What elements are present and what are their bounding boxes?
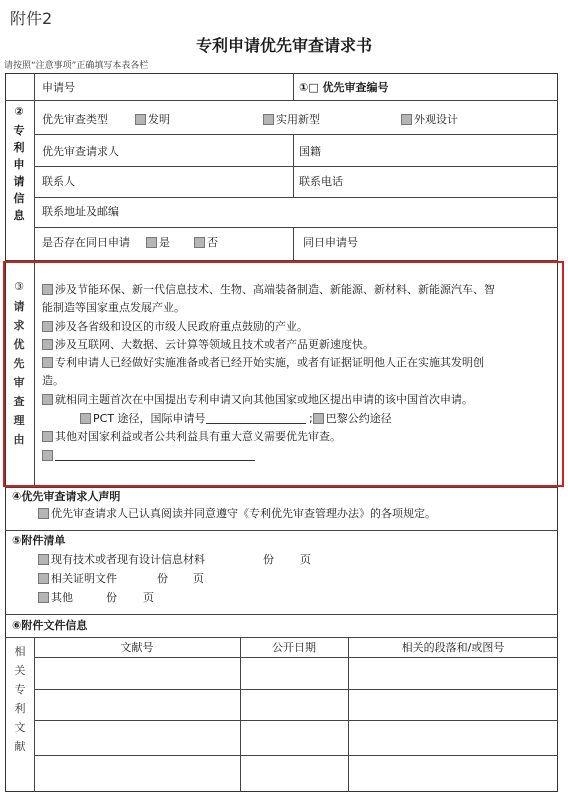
reason-5-checkbox[interactable] xyxy=(42,394,53,405)
requester-label: 优先审查请求人 xyxy=(42,145,119,158)
attachment-2-copies: 份 xyxy=(157,572,168,585)
section6-title: ⑥附件文件信息 xyxy=(12,619,88,632)
reason-4-checkbox[interactable] xyxy=(42,357,53,368)
reason-3-checkbox[interactable] xyxy=(42,339,53,350)
attachment-item-3[interactable]: 其他 xyxy=(38,591,73,605)
attachment-2-checkbox[interactable] xyxy=(38,573,49,584)
type-design-option[interactable]: 外观设计 xyxy=(401,113,458,127)
section5-title: ⑤附件清单 xyxy=(12,534,66,547)
form-title: 专利申请优先审查请求书 xyxy=(195,36,372,55)
priority-review-number-label: ①□ 优先审查编号 xyxy=(299,81,389,94)
attachment-label: 附件2 xyxy=(10,9,53,28)
type-invention-option[interactable]: 发明 xyxy=(135,113,170,127)
same-day-no-checkbox[interactable] xyxy=(194,237,205,248)
type-utility-option[interactable]: 实用新型 xyxy=(263,113,320,127)
declaration-option[interactable]: 优先审查请求人已认真阅读并同意遵守《专利优先审查管理办法》的各项规定。 xyxy=(38,507,436,521)
reason-2-checkbox[interactable] xyxy=(42,321,53,332)
nationality-label: 国籍 xyxy=(299,145,321,158)
contact-label: 联系人 xyxy=(42,175,75,188)
utility-checkbox[interactable] xyxy=(263,114,274,125)
reason-1[interactable]: 涉及节能环保、新一代信息技术、生物、高端装备制造、新能源、新材料、新能源汽车、智 能制造等国家重点发展产业。 xyxy=(42,283,495,314)
attachment-1-copies: 份 xyxy=(263,553,274,566)
col-publication-date: 公开日期 xyxy=(272,641,316,654)
section2-vertical-label: 专 利 申 请 信 息 xyxy=(13,124,25,222)
attachment-1-checkbox[interactable] xyxy=(38,554,49,565)
section2-number: ② xyxy=(14,105,24,118)
attachment-item-2[interactable]: 相关证明文件 xyxy=(38,572,117,586)
declaration-checkbox[interactable] xyxy=(38,508,49,519)
address-label: 联系地址及邮编 xyxy=(42,205,119,218)
reason-6-checkbox[interactable] xyxy=(42,431,53,442)
same-day-yes-checkbox[interactable] xyxy=(146,237,157,248)
fill-instruction: 请按照“注意事项”正确填写本表各栏 xyxy=(4,61,149,71)
reason-2[interactable]: 涉及各省级和设区的市级人民政府重点鼓励的产业。 xyxy=(42,318,308,336)
attachment-2-pages: 页 xyxy=(193,572,204,585)
attachment-item-1[interactable]: 现有技术或者现有设计信息材料 xyxy=(38,553,205,567)
review-type-label: 优先审查类型 xyxy=(42,113,108,126)
design-checkbox[interactable] xyxy=(401,114,412,125)
intl-application-number-field[interactable] xyxy=(206,412,306,424)
reason-other[interactable] xyxy=(42,447,255,465)
section3-vertical-label: 请 求 优 先 审 查 理 由 xyxy=(13,300,25,446)
section3-number: ③ xyxy=(14,280,24,293)
invention-checkbox[interactable] xyxy=(135,114,146,125)
reason-6[interactable]: 其他对国家利益或者公共利益具有重大意义需要优先审查。 xyxy=(42,428,341,446)
section6-vertical-label: 相 关 专 利 文 献 xyxy=(14,645,26,753)
reason-4[interactable]: 专利申请人已经做好实施准备或者已经开始实施，或者有证据证明他人正在实施其发明创 造。 xyxy=(42,356,484,387)
attachment-3-copies: 份 xyxy=(106,591,117,604)
reason-5[interactable]: 就相同主题首次在中国提出专利申请又向其他国家或地区提出申请的该中国首次申请。 xyxy=(42,391,473,409)
section4-title: ④优先审查请求人声明 xyxy=(12,490,121,503)
attachment-1-pages: 页 xyxy=(300,553,311,566)
reason-other-field[interactable] xyxy=(55,449,255,461)
reason-3[interactable]: 涉及互联网、大数据、云计算等领域且技术或者产品更新速度快。 xyxy=(42,336,374,354)
phone-label: 联系电话 xyxy=(299,175,343,188)
col-related-paragraphs: 相关的段落和/或图号 xyxy=(401,641,505,654)
col-document-number: 文献号 xyxy=(120,641,154,654)
reason-5-pct[interactable]: PCT 途径，国际申请号 ; 巴黎公约途径 xyxy=(80,410,392,428)
same-day-label: 是否存在同日申请 xyxy=(42,236,130,249)
paris-checkbox[interactable] xyxy=(313,413,324,424)
reason-1-checkbox[interactable] xyxy=(42,284,53,295)
same-day-number-label: 同日申请号 xyxy=(303,236,358,249)
attachment-3-checkbox[interactable] xyxy=(38,592,49,603)
pct-checkbox[interactable] xyxy=(80,413,91,424)
reason-other-checkbox[interactable] xyxy=(42,450,53,461)
same-day-yes-option[interactable]: 是 xyxy=(146,236,170,250)
attachment-3-pages: 页 xyxy=(143,591,154,604)
application-number-label: 申请号 xyxy=(42,81,75,94)
same-day-no-option[interactable]: 否 xyxy=(194,236,218,250)
